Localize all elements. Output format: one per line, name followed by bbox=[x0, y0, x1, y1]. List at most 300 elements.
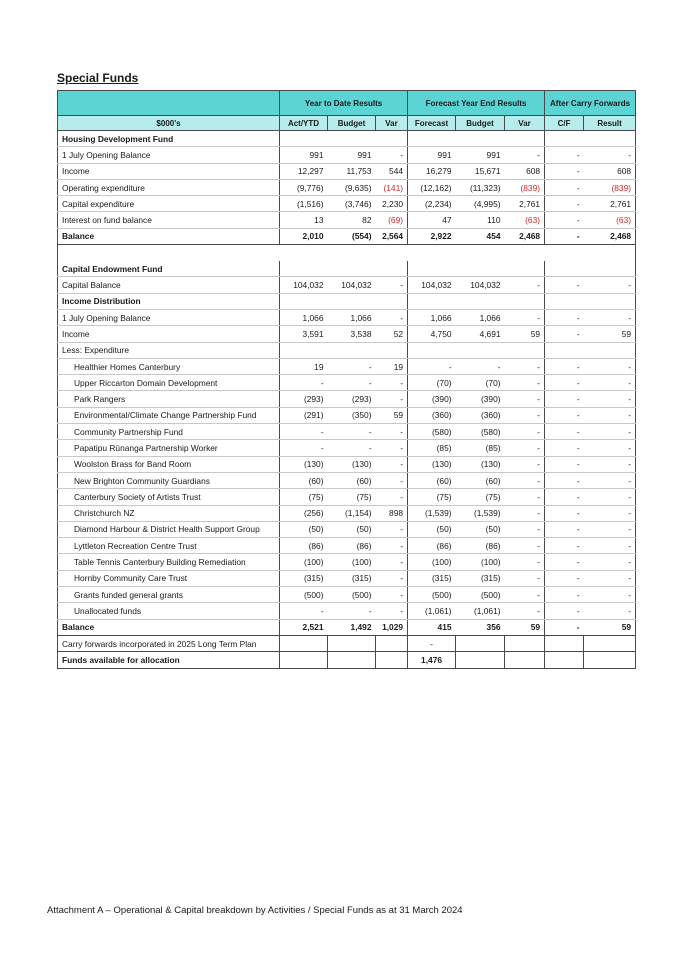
row-label: Environmental/Climate Change Partnership Fund bbox=[58, 407, 280, 423]
value-cell: - bbox=[545, 489, 584, 505]
value-cell bbox=[505, 342, 545, 358]
row-label: New Brighton Community Guardians bbox=[58, 472, 280, 488]
table-row bbox=[58, 131, 636, 147]
value-cell: - bbox=[545, 309, 584, 325]
value-cell: (390) bbox=[408, 391, 456, 407]
value-cell: - bbox=[545, 326, 584, 342]
value-cell: 1,066 bbox=[280, 309, 328, 325]
value-cell: - bbox=[545, 179, 584, 195]
row-label: Woolston Brass for Band Room bbox=[58, 456, 280, 472]
value-cell: 2,761 bbox=[505, 196, 545, 212]
value-cell: (12,162) bbox=[408, 179, 456, 195]
value-cell: - bbox=[545, 424, 584, 440]
table-row bbox=[58, 391, 636, 407]
value-cell: - bbox=[328, 440, 376, 456]
table-row bbox=[58, 440, 636, 456]
value-cell: (75) bbox=[280, 489, 328, 505]
value-cell: (70) bbox=[456, 375, 505, 391]
value-cell: 59 bbox=[376, 407, 408, 423]
row-label: Diamond Harbour & District Health Support Group bbox=[58, 521, 280, 537]
value-cell: - bbox=[584, 147, 636, 163]
value-cell bbox=[408, 131, 456, 147]
value-cell: - bbox=[545, 407, 584, 423]
header-col: Budget bbox=[456, 116, 505, 131]
row-label: Carry forwards incorporated in 2025 Long Term Plan bbox=[58, 635, 280, 651]
value-cell: 2,230 bbox=[376, 196, 408, 212]
value-cell: - bbox=[505, 407, 545, 423]
value-cell: - bbox=[376, 538, 408, 554]
value-cell: - bbox=[505, 521, 545, 537]
value-cell: 991 bbox=[280, 147, 328, 163]
table-row bbox=[58, 375, 636, 391]
table-row bbox=[58, 277, 636, 293]
row-label: Lyttleton Recreation Centre Trust bbox=[58, 538, 280, 554]
value-cell: (70) bbox=[408, 375, 456, 391]
value-cell: - bbox=[505, 472, 545, 488]
value-cell bbox=[505, 293, 545, 309]
header-cf-group: After Carry Forwards bbox=[545, 91, 636, 116]
value-cell: - bbox=[280, 375, 328, 391]
value-cell: 415 bbox=[408, 619, 456, 635]
value-cell: - bbox=[584, 277, 636, 293]
value-cell: - bbox=[584, 570, 636, 586]
section-heading: Capital Endowment Fund bbox=[58, 261, 280, 277]
value-cell: - bbox=[584, 456, 636, 472]
value-cell: (75) bbox=[328, 489, 376, 505]
value-cell: (1,516) bbox=[280, 196, 328, 212]
value-cell bbox=[408, 293, 456, 309]
value-cell: (63) bbox=[505, 212, 545, 228]
value-cell bbox=[280, 342, 328, 358]
table-row bbox=[58, 521, 636, 537]
row-label: Canterbury Society of Artists Trust bbox=[58, 489, 280, 505]
value-cell: - bbox=[505, 440, 545, 456]
header-col: Act/YTD bbox=[280, 116, 328, 131]
value-cell: - bbox=[545, 358, 584, 374]
table-row bbox=[58, 261, 636, 277]
value-cell bbox=[376, 293, 408, 309]
header-col: Forecast bbox=[408, 116, 456, 131]
row-label: Papatipu Rūnanga Partnership Worker bbox=[58, 440, 280, 456]
value-cell: - bbox=[505, 147, 545, 163]
table-row bbox=[58, 587, 636, 603]
value-cell: - bbox=[376, 489, 408, 505]
value-cell: 104,032 bbox=[280, 277, 328, 293]
value-cell: - bbox=[545, 570, 584, 586]
value-cell: 2,564 bbox=[376, 228, 408, 244]
value-cell: (63) bbox=[584, 212, 636, 228]
value-cell: - bbox=[584, 440, 636, 456]
value-cell: - bbox=[376, 456, 408, 472]
value-cell: (1,539) bbox=[408, 505, 456, 521]
value-cell: (315) bbox=[280, 570, 328, 586]
value-cell: 3,538 bbox=[328, 326, 376, 342]
value-cell: - bbox=[584, 538, 636, 554]
value-cell: 991 bbox=[456, 147, 505, 163]
value-cell: (75) bbox=[456, 489, 505, 505]
row-label: Table Tennis Canterbury Building Remediation bbox=[58, 554, 280, 570]
value-cell: (315) bbox=[328, 570, 376, 586]
value-cell: - bbox=[376, 277, 408, 293]
spacer-cell bbox=[505, 245, 545, 262]
value-cell: (500) bbox=[456, 587, 505, 603]
value-cell bbox=[408, 261, 456, 277]
value-cell: - bbox=[505, 391, 545, 407]
value-cell bbox=[545, 342, 584, 358]
value-cell: 1,066 bbox=[456, 309, 505, 325]
value-cell: (9,776) bbox=[280, 179, 328, 195]
table-row bbox=[58, 554, 636, 570]
value-cell: - bbox=[505, 570, 545, 586]
value-cell: (500) bbox=[408, 587, 456, 603]
table-row bbox=[58, 407, 636, 423]
value-cell: - bbox=[280, 424, 328, 440]
value-cell: - bbox=[408, 358, 456, 374]
value-cell: (11,323) bbox=[456, 179, 505, 195]
value-cell: (554) bbox=[328, 228, 376, 244]
value-cell bbox=[505, 652, 545, 668]
value-cell bbox=[584, 131, 636, 147]
page-title: Special Funds bbox=[57, 71, 139, 85]
value-cell: - bbox=[584, 375, 636, 391]
value-cell bbox=[545, 652, 584, 668]
value-cell: (86) bbox=[328, 538, 376, 554]
value-cell: - bbox=[505, 554, 545, 570]
value-cell: - bbox=[584, 554, 636, 570]
value-cell: 11,753 bbox=[328, 163, 376, 179]
value-cell bbox=[584, 293, 636, 309]
value-cell: 2,010 bbox=[280, 228, 328, 244]
value-cell: (1,539) bbox=[456, 505, 505, 521]
value-cell: 13 bbox=[280, 212, 328, 228]
value-cell: (86) bbox=[408, 538, 456, 554]
value-cell: 59 bbox=[584, 326, 636, 342]
value-cell: 454 bbox=[456, 228, 505, 244]
value-cell: (50) bbox=[408, 521, 456, 537]
value-cell bbox=[456, 131, 505, 147]
value-cell: - bbox=[376, 570, 408, 586]
value-cell: - bbox=[505, 456, 545, 472]
value-cell bbox=[505, 131, 545, 147]
value-cell: (315) bbox=[408, 570, 456, 586]
value-cell: - bbox=[545, 212, 584, 228]
page-footer: Attachment A – Operational & Capital breakdown by Activities / Special Funds as at 31 March 2024 bbox=[47, 905, 463, 916]
value-cell: - bbox=[584, 489, 636, 505]
value-cell: - bbox=[584, 424, 636, 440]
value-cell: (60) bbox=[456, 472, 505, 488]
table-row bbox=[58, 603, 636, 619]
value-cell: 2,468 bbox=[584, 228, 636, 244]
value-cell: (1,061) bbox=[408, 603, 456, 619]
value-cell: (100) bbox=[456, 554, 505, 570]
value-cell bbox=[584, 652, 636, 668]
table-row bbox=[58, 456, 636, 472]
value-cell: (1,154) bbox=[328, 505, 376, 521]
table-row bbox=[58, 212, 636, 228]
value-cell: - bbox=[545, 603, 584, 619]
value-cell: (60) bbox=[280, 472, 328, 488]
value-cell: 1,066 bbox=[408, 309, 456, 325]
row-label: Christchurch NZ bbox=[58, 505, 280, 521]
section-heading: Housing Development Fund bbox=[58, 131, 280, 147]
spacer-cell bbox=[328, 245, 376, 262]
header-row-groups bbox=[58, 91, 636, 116]
value-cell: (50) bbox=[328, 521, 376, 537]
section-heading: Income Distribution bbox=[58, 293, 280, 309]
value-cell: (1,061) bbox=[456, 603, 505, 619]
value-cell bbox=[505, 635, 545, 651]
value-cell: - bbox=[408, 635, 456, 651]
value-cell: - bbox=[376, 391, 408, 407]
value-cell bbox=[280, 131, 328, 147]
row-label: Income bbox=[58, 163, 280, 179]
table-row bbox=[58, 147, 636, 163]
value-cell bbox=[328, 652, 376, 668]
spacer-cell bbox=[584, 245, 636, 262]
value-cell: (100) bbox=[280, 554, 328, 570]
value-cell: 1,492 bbox=[328, 619, 376, 635]
row-label: Balance bbox=[58, 228, 280, 244]
table-row bbox=[58, 635, 636, 651]
table-body bbox=[58, 131, 636, 669]
value-cell: (75) bbox=[408, 489, 456, 505]
header-ytd-group: Year to Date Results bbox=[280, 91, 408, 116]
table-row bbox=[58, 505, 636, 521]
value-cell: - bbox=[545, 456, 584, 472]
value-cell bbox=[584, 635, 636, 651]
value-cell: 1,476 bbox=[408, 652, 456, 668]
row-label: Income bbox=[58, 326, 280, 342]
value-cell: - bbox=[456, 358, 505, 374]
value-cell: 82 bbox=[328, 212, 376, 228]
value-cell bbox=[280, 261, 328, 277]
value-cell: (130) bbox=[328, 456, 376, 472]
row-label: Operating expenditure bbox=[58, 179, 280, 195]
value-cell: (839) bbox=[584, 179, 636, 195]
value-cell bbox=[376, 342, 408, 358]
value-cell: - bbox=[545, 472, 584, 488]
value-cell: 104,032 bbox=[408, 277, 456, 293]
value-cell: (3,746) bbox=[328, 196, 376, 212]
row-label: Interest on fund balance bbox=[58, 212, 280, 228]
value-cell: - bbox=[376, 472, 408, 488]
value-cell: - bbox=[545, 277, 584, 293]
value-cell: - bbox=[328, 375, 376, 391]
value-cell: (50) bbox=[456, 521, 505, 537]
row-label: Unallocated funds bbox=[58, 603, 280, 619]
value-cell: 3,591 bbox=[280, 326, 328, 342]
row-label: Less: Expenditure bbox=[58, 342, 280, 358]
value-cell bbox=[584, 342, 636, 358]
value-cell: (130) bbox=[280, 456, 328, 472]
value-cell: - bbox=[545, 554, 584, 570]
value-cell: - bbox=[505, 587, 545, 603]
value-cell: 991 bbox=[328, 147, 376, 163]
value-cell: - bbox=[545, 163, 584, 179]
value-cell: - bbox=[505, 375, 545, 391]
value-cell: - bbox=[545, 619, 584, 635]
spacer-cell bbox=[376, 245, 408, 262]
value-cell: - bbox=[280, 603, 328, 619]
value-cell: (390) bbox=[456, 391, 505, 407]
row-label: Capital Balance bbox=[58, 277, 280, 293]
value-cell bbox=[456, 342, 505, 358]
value-cell: - bbox=[584, 472, 636, 488]
value-cell: (4,995) bbox=[456, 196, 505, 212]
value-cell bbox=[328, 635, 376, 651]
row-label: Balance bbox=[58, 619, 280, 635]
row-label: Capital expenditure bbox=[58, 196, 280, 212]
value-cell: - bbox=[376, 603, 408, 619]
value-cell: 12,297 bbox=[280, 163, 328, 179]
value-cell: - bbox=[376, 309, 408, 325]
table-row bbox=[58, 652, 636, 668]
value-cell: 544 bbox=[376, 163, 408, 179]
value-cell bbox=[584, 261, 636, 277]
table-row bbox=[58, 163, 636, 179]
value-cell bbox=[545, 261, 584, 277]
table-row bbox=[58, 358, 636, 374]
table-row bbox=[58, 196, 636, 212]
value-cell: - bbox=[545, 505, 584, 521]
value-cell: 19 bbox=[376, 358, 408, 374]
value-cell: 898 bbox=[376, 505, 408, 521]
value-cell: - bbox=[584, 391, 636, 407]
special-funds-table bbox=[57, 90, 636, 669]
value-cell bbox=[545, 635, 584, 651]
value-cell: - bbox=[545, 521, 584, 537]
header-col: Result bbox=[584, 116, 636, 131]
value-cell: 104,032 bbox=[456, 277, 505, 293]
value-cell: (60) bbox=[328, 472, 376, 488]
value-cell: 2,761 bbox=[584, 196, 636, 212]
value-cell: - bbox=[584, 505, 636, 521]
header-units: $000's bbox=[58, 116, 280, 131]
header-col: Var bbox=[505, 116, 545, 131]
value-cell: 4,691 bbox=[456, 326, 505, 342]
value-cell bbox=[328, 342, 376, 358]
value-cell: 4,750 bbox=[408, 326, 456, 342]
value-cell bbox=[280, 652, 328, 668]
value-cell: - bbox=[584, 407, 636, 423]
value-cell: - bbox=[376, 440, 408, 456]
value-cell bbox=[545, 131, 584, 147]
value-cell: (350) bbox=[328, 407, 376, 423]
spacer-cell bbox=[408, 245, 456, 262]
spacer-cell bbox=[280, 245, 328, 262]
value-cell bbox=[456, 261, 505, 277]
value-cell bbox=[280, 293, 328, 309]
value-cell: (500) bbox=[328, 587, 376, 603]
value-cell: (86) bbox=[280, 538, 328, 554]
value-cell: - bbox=[376, 521, 408, 537]
value-cell: (360) bbox=[456, 407, 505, 423]
value-cell: - bbox=[545, 228, 584, 244]
header-col: C/F bbox=[545, 116, 584, 131]
value-cell: - bbox=[584, 603, 636, 619]
value-cell: - bbox=[505, 538, 545, 554]
value-cell: (291) bbox=[280, 407, 328, 423]
value-cell: - bbox=[328, 603, 376, 619]
value-cell: - bbox=[545, 391, 584, 407]
value-cell: - bbox=[584, 521, 636, 537]
value-cell: - bbox=[376, 554, 408, 570]
header-forecast-group: Forecast Year End Results bbox=[408, 91, 545, 116]
table-row bbox=[58, 342, 636, 358]
value-cell bbox=[456, 652, 505, 668]
table-row bbox=[58, 538, 636, 554]
value-cell: (141) bbox=[376, 179, 408, 195]
header-col: Budget bbox=[328, 116, 376, 131]
table-row bbox=[58, 293, 636, 309]
value-cell: 104,032 bbox=[328, 277, 376, 293]
value-cell: (580) bbox=[408, 424, 456, 440]
table-row bbox=[58, 309, 636, 325]
value-cell: 15,671 bbox=[456, 163, 505, 179]
value-cell: 608 bbox=[584, 163, 636, 179]
value-cell: - bbox=[584, 358, 636, 374]
value-cell: (100) bbox=[328, 554, 376, 570]
table-row bbox=[58, 424, 636, 440]
value-cell: (293) bbox=[280, 391, 328, 407]
value-cell: - bbox=[505, 277, 545, 293]
header-row-columns bbox=[58, 116, 636, 131]
value-cell: (293) bbox=[328, 391, 376, 407]
value-cell: 19 bbox=[280, 358, 328, 374]
value-cell: - bbox=[505, 505, 545, 521]
value-cell: 608 bbox=[505, 163, 545, 179]
value-cell: (9,635) bbox=[328, 179, 376, 195]
value-cell: 52 bbox=[376, 326, 408, 342]
value-cell bbox=[280, 635, 328, 651]
value-cell bbox=[376, 635, 408, 651]
value-cell: (60) bbox=[408, 472, 456, 488]
table-row bbox=[58, 472, 636, 488]
value-cell: - bbox=[584, 587, 636, 603]
value-cell: (256) bbox=[280, 505, 328, 521]
value-cell bbox=[328, 261, 376, 277]
value-cell: - bbox=[584, 309, 636, 325]
value-cell: 47 bbox=[408, 212, 456, 228]
table-row bbox=[58, 326, 636, 342]
row-label: Community Partnership Fund bbox=[58, 424, 280, 440]
value-cell: - bbox=[328, 424, 376, 440]
spacer-cell bbox=[456, 245, 505, 262]
value-cell: 59 bbox=[505, 326, 545, 342]
spacer-cell bbox=[545, 245, 584, 262]
value-cell: (315) bbox=[456, 570, 505, 586]
value-cell bbox=[456, 635, 505, 651]
table-row bbox=[58, 245, 636, 262]
value-cell: 59 bbox=[505, 619, 545, 635]
value-cell: 356 bbox=[456, 619, 505, 635]
value-cell bbox=[376, 652, 408, 668]
value-cell: (130) bbox=[456, 456, 505, 472]
value-cell: (2,234) bbox=[408, 196, 456, 212]
row-label: Park Rangers bbox=[58, 391, 280, 407]
table-row bbox=[58, 179, 636, 195]
value-cell: (130) bbox=[408, 456, 456, 472]
value-cell bbox=[545, 293, 584, 309]
value-cell: 991 bbox=[408, 147, 456, 163]
table-row bbox=[58, 489, 636, 505]
value-cell bbox=[328, 293, 376, 309]
value-cell: (839) bbox=[505, 179, 545, 195]
value-cell bbox=[376, 131, 408, 147]
value-cell: 2,922 bbox=[408, 228, 456, 244]
value-cell: - bbox=[505, 309, 545, 325]
value-cell bbox=[376, 261, 408, 277]
